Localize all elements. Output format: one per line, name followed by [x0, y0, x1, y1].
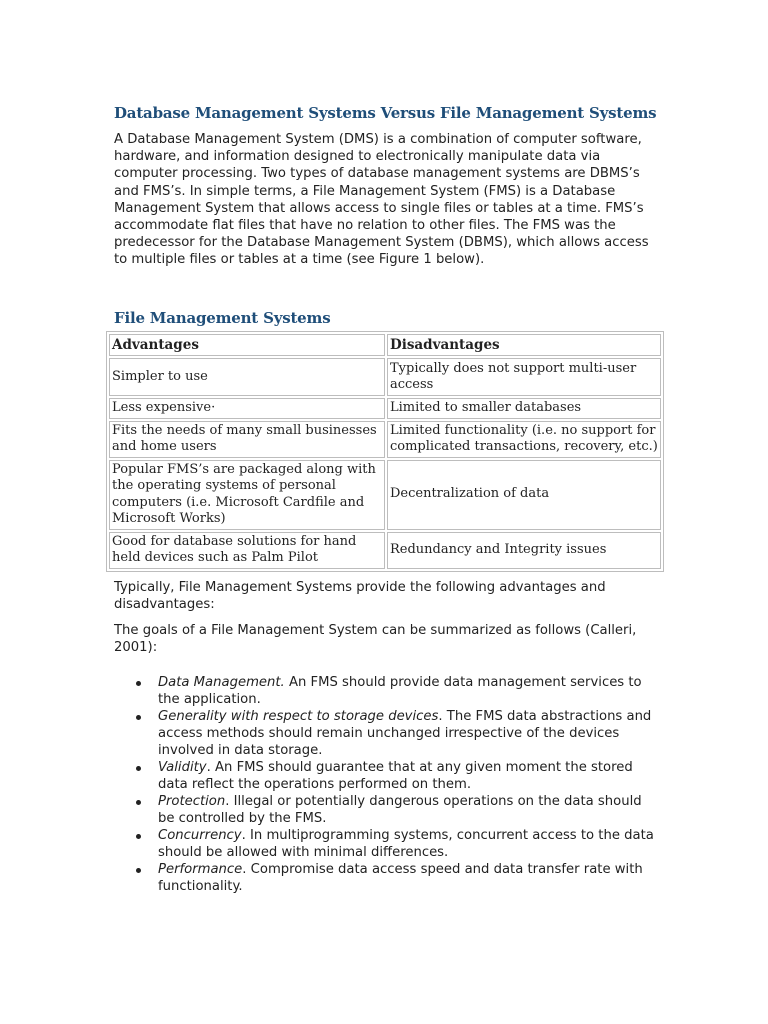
goal-text: . The FMS data abstractions and access methods should remain unchanged irrespective of the devices involved in data storage.	[158, 709, 652, 758]
table-row	[109, 398, 661, 419]
bullet-icon	[136, 800, 141, 805]
goal-term: Concurrency	[158, 828, 242, 843]
table-row	[109, 532, 661, 569]
goals-list	[114, 674, 688, 895]
disadvantage-cell: Redundancy and Integrity issues	[387, 532, 661, 569]
advantage-cell: Popular FMS’s are packaged along with the operating systems of personal computers (i.e. Microsoft Cardfile and Microsoft Works)	[109, 460, 385, 530]
disadvantage-cell: Decentralization of data	[387, 460, 661, 530]
goals-intro-paragraph: The goals of a File Management System can be summarized as follows (Calleri, 2001):	[114, 623, 637, 656]
goal-term: Generality with respect to storage devices	[158, 709, 439, 724]
goal-text: . An FMS should guarantee that at any given moment the stored data reflect the operations performed on them.	[158, 760, 633, 792]
fms-title: File Management Systems	[114, 309, 331, 327]
bullet-icon	[136, 868, 141, 873]
bullet-icon	[136, 681, 141, 686]
goal-text: . In multiprogramming systems, concurrent access to the data should be allowed with minimal differences.	[158, 828, 654, 860]
advantage-cell: Good for database solutions for hand held devices such as Palm Pilot	[109, 532, 385, 569]
disadvantage-cell: Limited to smaller databases	[387, 398, 661, 419]
goal-term: Protection	[158, 794, 226, 809]
bullet-icon	[136, 834, 141, 839]
list-item	[158, 708, 654, 759]
list-item	[158, 827, 654, 861]
list-item	[158, 861, 654, 895]
goal-term: Performance	[158, 862, 243, 877]
goal-term: Validity	[158, 760, 207, 775]
goal-text: . Compromise data access speed and data transfer rate with functionality.	[158, 862, 643, 894]
header-advantages: Advantages	[109, 334, 385, 356]
goal-text: An FMS should provide data management services to the application.	[158, 675, 642, 707]
fms-comparison-table	[106, 331, 664, 572]
list-item	[158, 674, 654, 708]
list-item	[158, 793, 654, 827]
table-row	[109, 358, 661, 396]
advantage-cell: Fits the needs of many small businesses and home users	[109, 421, 385, 458]
bullet-icon	[136, 715, 141, 720]
bullet-icon	[136, 766, 141, 771]
advantage-cell: Simpler to use	[109, 358, 385, 396]
advantage-cell: Less expensive·	[109, 398, 385, 419]
section-title: Database Management Systems Versus File Management Systems	[114, 104, 657, 122]
disadvantage-cell: Limited functionality (i.e. no support for complicated transactions, recovery, etc.)	[387, 421, 661, 458]
goal-term: Data Management.	[158, 675, 285, 690]
table-row	[109, 460, 661, 530]
table-header-row	[109, 334, 661, 356]
goal-text: . Illegal or potentially dangerous operations on the data should be controlled by the FMS.	[158, 794, 642, 826]
header-disadvantages: Disadvantages	[387, 334, 661, 356]
disadvantage-cell: Typically does not support multi-user access	[387, 358, 661, 396]
intro-paragraph: A Database Management System (DMS) is a combination of computer software, hardware, and information designed to electronically manipulate data via computer processing. Two types of database management systems are DBMS’s and FMS’s. In simple terms, a File Management System (FMS) is a Database Management System that allows access to single files or tables at a time. FMS’s accommodate flat files that have no relation to other files. The FMS was the predecessor for the Database Management System (DBMS), which allows access to multiple files or tables at a time (see Figure 1 below).	[114, 132, 649, 268]
typically-paragraph: Typically, File Management Systems provide the following advantages and disadvantages:	[114, 580, 606, 613]
list-item	[158, 759, 654, 793]
table-row	[109, 421, 661, 458]
